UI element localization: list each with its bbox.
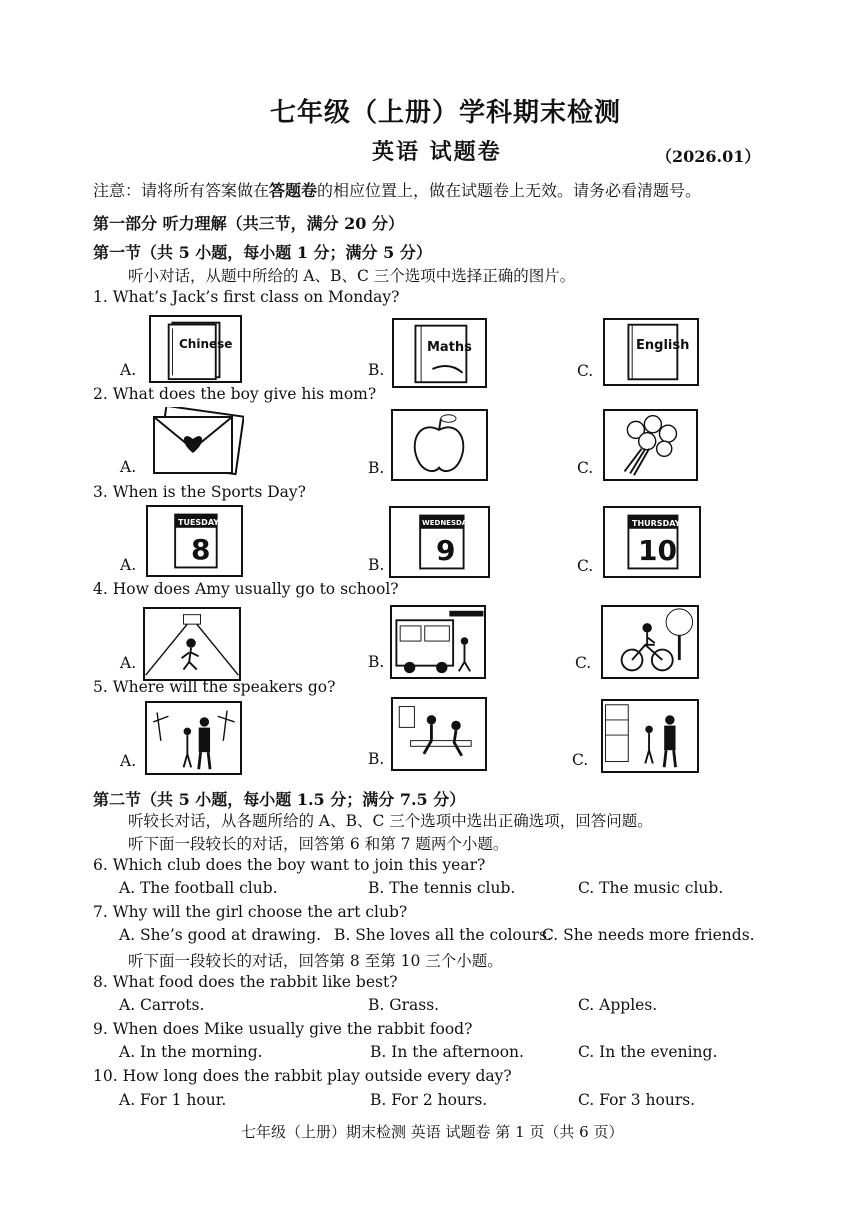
book-title: Chinese — [179, 337, 233, 351]
calendar-icon — [603, 506, 701, 578]
notice-prefix: 注意：请将所有答案做在 — [93, 181, 270, 200]
street-scene-icon — [601, 699, 699, 773]
option-label: A. — [120, 361, 137, 379]
calendar-day: TUESDAY — [178, 518, 220, 527]
option-b: B. For 2 hours. — [370, 1091, 488, 1109]
notice — [93, 178, 701, 201]
bench-scene-icon — [391, 697, 487, 771]
section2-instruction: 听较长对话，从各题所给的 A、B、C 三个选项中选出正确选项，回答问题。 — [128, 812, 653, 830]
option-label: C. — [577, 459, 594, 477]
notice-suffix: 的相应位置上，做在试题卷上无效。请务必看清题号。 — [317, 181, 702, 200]
option-c: C. For 3 hours. — [578, 1091, 696, 1109]
option-label: C. — [575, 654, 592, 672]
option-a: A. Carrots. — [119, 996, 205, 1014]
apple-icon — [391, 409, 488, 481]
option-label: A. — [120, 654, 137, 672]
calendar-day: THURSDAY — [632, 519, 681, 528]
dialog-note: 听下面一段较长的对话，回答第 6 和第 7 题两个小题。 — [128, 835, 509, 853]
option-c: C. She needs more friends. — [542, 926, 755, 944]
question-stem: 9. When does Mike usually give the rabbit food? — [93, 1020, 473, 1038]
option-label: A. — [120, 458, 137, 476]
option-a: A. The football club. — [119, 879, 278, 897]
dialog-note: 听下面一段较长的对话，回答第 8 至第 10 三个小题。 — [128, 952, 503, 970]
calendar-day: WEDNESDAY — [422, 519, 472, 527]
question-stem: 4. How does Amy usually go to school? — [93, 580, 399, 598]
book-maths-icon — [392, 318, 487, 388]
question-stem: 1. What’s Jack’s first class on Monday? — [93, 288, 400, 306]
option-label: B. — [368, 459, 385, 477]
option-label: B. — [368, 653, 385, 671]
section1-title: 第一节（共 5 小题，每小题 1 分；满分 5 分） — [93, 243, 432, 262]
option-b: B. In the afternoon. — [370, 1043, 524, 1061]
option-c: C. The music club. — [578, 879, 724, 897]
option-a: A. She’s good at drawing. — [119, 926, 322, 944]
option-b: B. She loves all the colours. — [334, 926, 553, 944]
exam-date: （2026.01） — [656, 147, 761, 166]
calendar-number: 8 — [191, 533, 211, 566]
section1-instruction: 听小对话，从题中所给的 A、B、C 三个选项中选择正确的图片。 — [128, 267, 576, 285]
option-a: A. For 1 hour. — [119, 1091, 227, 1109]
option-label: B. — [368, 361, 385, 379]
option-label: A. — [120, 556, 137, 574]
question-stem: 5. Where will the speakers go? — [93, 678, 336, 696]
notice-bold: 答题卷 — [269, 181, 318, 200]
heart-card-icon — [148, 407, 244, 479]
option-b: B. Grass. — [368, 996, 440, 1014]
calendar-icon — [389, 506, 490, 578]
option-label: C. — [572, 751, 589, 769]
question-stem: 2. What does the boy give his mom? — [93, 385, 377, 403]
question-stem: 7. Why will the girl choose the art club? — [93, 903, 408, 921]
book-title: Maths — [427, 340, 472, 355]
option-a: A. In the morning. — [119, 1043, 263, 1061]
page-subtitle: 英语 试题卷 — [372, 139, 502, 165]
bus-icon — [390, 605, 486, 679]
option-label: B. — [368, 556, 385, 574]
question-stem: 6. Which club does the boy want to join this year? — [93, 856, 486, 874]
flowers-icon — [603, 409, 698, 481]
page-title: 七年级（上册）学科期末检测 — [270, 98, 622, 128]
book-english-icon — [603, 318, 699, 386]
option-label: B. — [368, 750, 385, 768]
calendar-number: 9 — [436, 534, 456, 567]
section2-title: 第二节（共 5 小题，每小题 1.5 分；满分 7.5 分） — [93, 790, 466, 809]
option-label: C. — [577, 362, 594, 380]
book-title: English — [636, 338, 690, 353]
question-stem: 3. When is the Sports Day? — [93, 483, 306, 501]
book-chinese-icon — [149, 315, 242, 383]
option-c: C. Apples. — [578, 996, 658, 1014]
question-stem: 10. How long does the rabbit play outside every day? — [93, 1067, 512, 1085]
walking-girl-icon — [143, 607, 241, 681]
option-b: B. The tennis club. — [368, 879, 516, 897]
calendar-number: 10 — [638, 534, 677, 567]
option-c: C. In the evening. — [578, 1043, 718, 1061]
option-label: C. — [577, 557, 594, 575]
page-footer: 七年级（上册）期末检测 英语 试题卷 第 1 页（共 6 页） — [241, 1123, 624, 1141]
question-stem: 8. What food does the rabbit like best? — [93, 973, 398, 991]
park-scene-icon — [145, 701, 242, 775]
calendar-icon — [146, 505, 243, 577]
option-label: A. — [120, 752, 137, 770]
bike-girl-icon — [601, 605, 699, 679]
part1-title: 第一部分 听力理解（共三节，满分 20 分） — [93, 214, 404, 233]
